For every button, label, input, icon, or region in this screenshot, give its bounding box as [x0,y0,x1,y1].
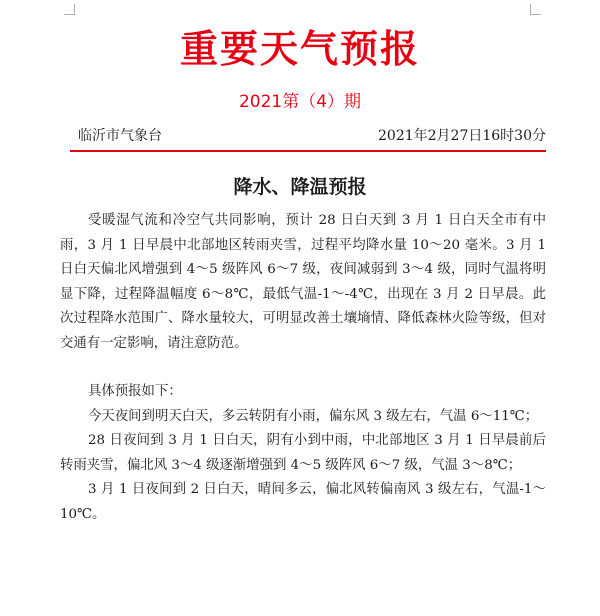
forecast-heading: 具体预报如下： [88,384,182,399]
intro-paragraph: 受暖湿气流和冷空气共同影响，预计 28 日白天到 3 月 1 日白天全市有中雨，3 月 1 日早晨中北部地区转雨夹雪，过程平均降水量 10～20 毫米。3 月 1 日白天偏北风增强到 4～5 级阵风 6～7 级，夜间减弱到 3～4 级，同时气温将明显下降，过程降温幅度 6～8℃，最低气温-1～-4℃，出现在 3 月 2 日早晨。此次过程降水范围广、降水量较大，可明显改善土壤墒情、降低森林火险等级，但对交通有一定影响，请注意防范。 [60,213,546,351]
issuer-name: 临沂市气象台 [78,128,162,144]
red-divider [70,150,546,152]
document-title: 重要天气预报 [179,27,420,71]
issue-datetime: 2021年2月27日16时30分 [378,128,546,144]
article-body [60,209,546,527]
article-subtitle: 降水、降温预报 [233,176,367,198]
page-corner-mark-right [530,4,541,15]
forecast-item: 3 月 1 日夜间到 2 日白天，晴间多云，偏北风转偏南风 3 级左右，气温-1～10℃。 [60,482,546,522]
issue-number: 2021第（4）期 [238,92,362,112]
forecast-item: 今天夜间到明天白天，多云转阴有小雨，偏东风 3 级左右，气温 6～11℃； [88,408,539,424]
paragraph-gap [60,356,546,380]
page-corner-mark-left [64,4,75,15]
issuer-row [78,126,546,146]
forecast-item: 28 日夜间到 3 月 1 日白天，阴有小到中雨，中北部地区 3 月 1 日早晨前后转雨夹雪，偏北风 3～4 级逐渐增强到 4～5 级阵风 6～7 级，气温 3～8℃； [60,433,546,473]
